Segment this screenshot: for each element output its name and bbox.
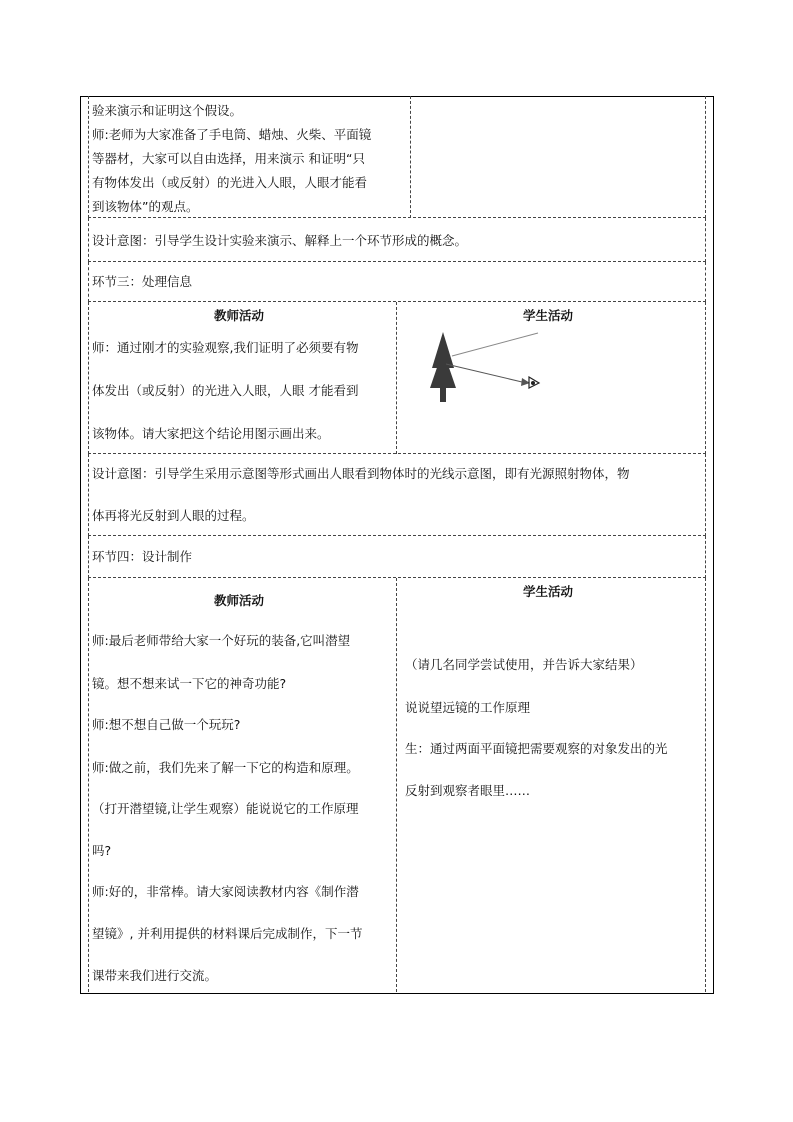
eye-icon <box>529 377 539 388</box>
text-line: 到该物体”的观点。 <box>92 199 199 214</box>
text-line: 师:最后老师带给大家一个好玩的装备,它叫潜望 <box>92 633 351 648</box>
column-divider <box>396 302 397 454</box>
text-line: （请几名同学尝试使用，并告诉大家结果） <box>405 657 643 672</box>
student-activity-header: 学生活动 <box>523 308 574 323</box>
text-line: 吗? <box>92 843 112 858</box>
text-line: 等器材，大家可以自由选择，用来演示 和证明“只 <box>92 151 365 166</box>
text-line: 生：通过两面平面镜把需要观察的对象发出的光 <box>405 741 668 756</box>
text-line: 师:老师为大家准备了手电筒、蜡烛、火柴、平面镜 <box>92 127 372 142</box>
text-line: 课带来我们进行交流。 <box>92 968 218 983</box>
teacher-activity-header: 教师活动 <box>214 593 265 608</box>
reflected-ray <box>446 364 522 382</box>
stage4-title: 环节四：设计制作 <box>92 549 193 564</box>
text-line: 有物体发出（或反射）的光进入人眼，人眼才能看 <box>92 175 368 190</box>
text-line: 望镜》, 并利用提供的材料课后完成制作，下一节 <box>92 926 363 941</box>
student-activity-header: 学生活动 <box>523 584 574 599</box>
text-line: 说说望远镜的工作原理 <box>405 700 531 715</box>
light-reflection-diagram <box>426 330 556 406</box>
text-line: 反射到观察者眼里…… <box>405 783 531 798</box>
text-line: 师：通过刚才的实验观察,我们证明了必须要有物 <box>92 340 359 355</box>
teacher-activity-header: 教师活动 <box>214 308 265 323</box>
text-line: （打开潜望镜,让学生观察）能说说它的工作原理 <box>92 801 359 816</box>
text-line: 师:好的，非常棒。请大家阅读教材内容《制作潜 <box>92 884 359 899</box>
text-line: 该物体。请大家把这个结论用图示画出来。 <box>92 426 330 441</box>
stage3-title: 环节三：处理信息 <box>92 274 193 289</box>
column-divider <box>396 578 397 992</box>
incoming-ray <box>452 333 538 356</box>
text-line: 镜。想不想来试一下它的神奇功能? <box>92 676 287 691</box>
text-line: 体再将光反射到人眼的过程。 <box>92 508 255 523</box>
design-intent-text: 设计意图：引导学生设计实验来演示、解释上一个环节形成的概念。 <box>92 233 468 248</box>
text-line: 验来演示和证明这个假设。 <box>92 103 243 118</box>
text-line: 体发出（或反射）的光进入人眼，人眼 才能看到 <box>92 383 359 398</box>
text-line: 设计意图：引导学生采用示意图等形式画出人眼看到物体时的光线示意图，即有光源照射物体，物 <box>92 466 630 481</box>
text-line: 师:想不想自己做一个玩玩? <box>92 717 241 732</box>
column-divider <box>410 96 411 218</box>
text-line: 师:做之前，我们先来了解一下它的构造和原理。 <box>92 760 359 775</box>
